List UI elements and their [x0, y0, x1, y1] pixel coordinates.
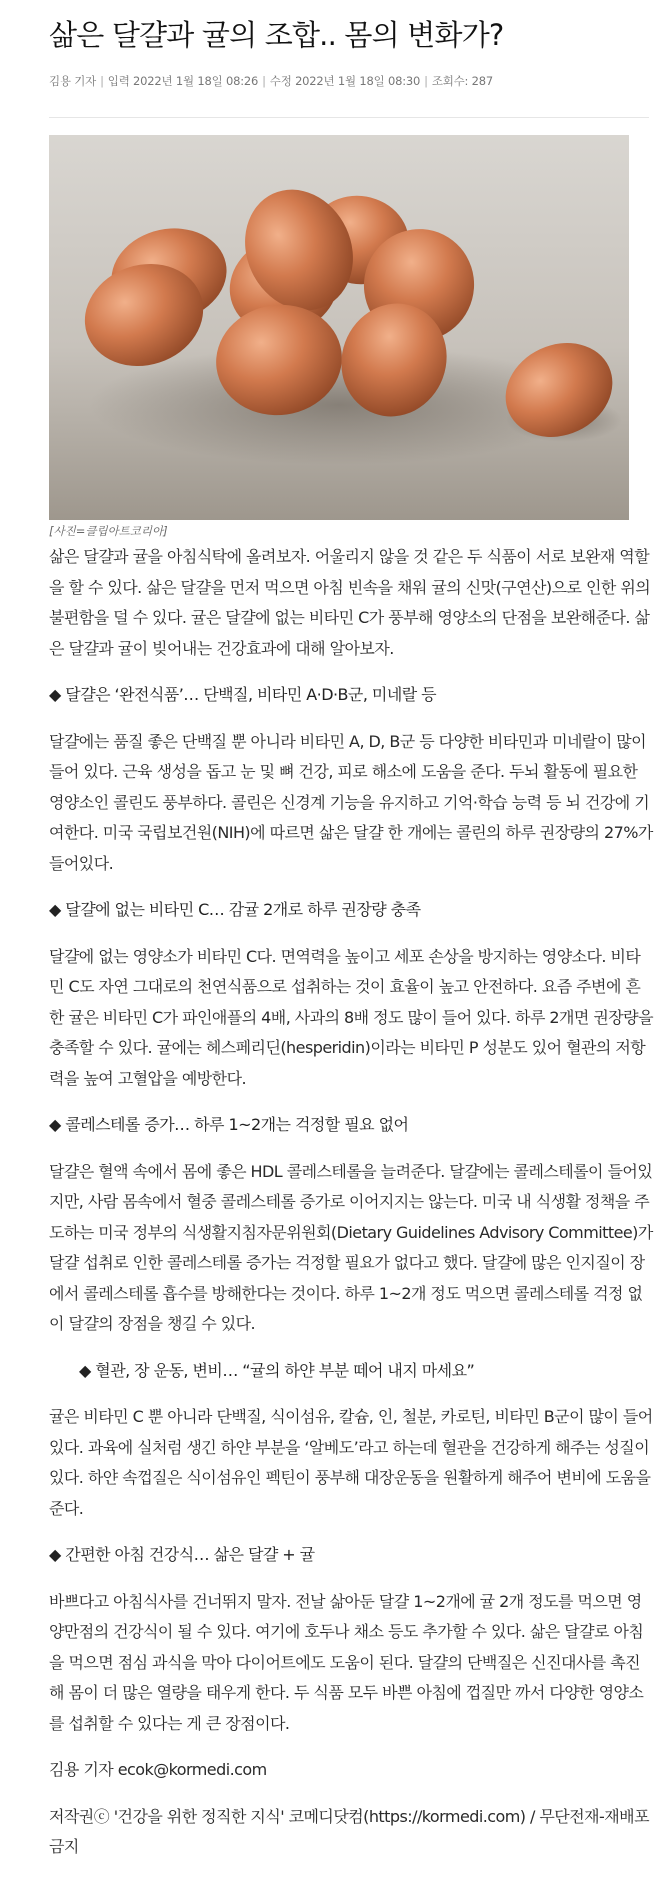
section-paragraph: 바쁘다고 아침식사를 건너뛰지 말자. 전날 삶아둔 달걀 1~2개에 귤 2개 정도를 먹으면 영양만점의 건강식이 될 수 있다. 여기에 호두나 채소 등도 추가할 수 있다. 삶은 달걀로 아침을 먹으면 점심 과식을 막아 다이어트에도 도움이 된다. 달걀의 단백질은 신진대사를 촉진해 몸이 더 많은 열량을 태우게 한다. 두 식품 모두 바쁜 아침에 껍질만 까서 다양한 영양소를 섭취할 수 있다는 게 큰 장점이다. — [49, 1591, 644, 1733]
section-paragraph: 달걀에는 품질 좋은 단백질 뿐 아니라 비타민 A, D, B군 등 다양한 비타민과 미네랄이 많이 들어 있다. 근육 생성을 돕고 눈 및 뼈 건강, 피로 해소에 도움을 준다. 두뇌 활동에 필요한 영양소인 콜린도 풍부하다. 콜린은 신경계 기능을 유지하고 기억·학습 능력 등 뇌 건강에 기여한다. 미국 국립보건원(NIH)에 따르면 삶은 달걀 한 개에는 콜린의 하루 권장량의 27%가 들어있다. — [49, 731, 653, 873]
section-heading: ◆ 콜레스테롤 증가… 하루 1~2개는 걱정할 필요 없어 — [49, 1115, 409, 1134]
author-name: 김용 기자 — [49, 74, 97, 88]
photo-caption: [사진=클립아트코리아] — [49, 524, 168, 538]
section-heading: ◆ 달걀에 없는 비타민 C… 감귤 2개로 하루 권장량 충족 — [49, 900, 421, 919]
article-body — [49, 542, 654, 1863]
article-photo — [49, 135, 629, 520]
section-paragraph: 귤은 비타민 C 뿐 아니라 단백질, 식이섬유, 칼슘, 인, 철분, 카로틴, 비타민 B군이 많이 들어 있다. 과육에 실처럼 생긴 하얀 부분을 ‘알베도’라고 하는데 혈관을 건강하게 해주는 성질이 있다. 하얀 속껍질은 식이섬유인 펙틴이 풍부해 대장운동을 원활하게 해주어 변비에 도움을 준다. — [49, 1407, 653, 1518]
section-paragraph: 달걀은 혈액 속에서 몸에 좋은 HDL 콜레스테롤을 늘려준다. 달걀에는 콜레스테롤이 들어있지만, 사람 몸속에서 혈중 콜레스테롤 증가로 이어지지는 않는다. 미국 내 식생활 정책을 주도하는 미국 정부의 식생활지침자문위원회(Dietary Guidelines Advisory Committee)가 달걀 섭취로 인한 콜레스테롤 증가는 걱정할 필요가 없다고 했다. 달걀에 많은 인지질이 장에서 콜레스테롤 흡수를 방해한다는 것이다. 하루 1~2개 정도 먹으면 콜레스테롤 걱정 없이 달걀의 장점을 챙길 수 있다. — [49, 1161, 653, 1333]
copyright-notice: 저작권ⓒ '건강을 위한 정직한 지식' 코메디닷컴(https://kormedi.com) / 무단전재-재배포 금지 — [49, 1806, 649, 1856]
section-heading: ◆ 달걀은 ‘완전식품’… 단백질, 비타민 A·D·B군, 미네랄 등 — [49, 685, 437, 704]
input-date: 입력 2022년 1월 18일 08:26 — [107, 74, 259, 88]
header-divider — [49, 117, 649, 118]
section-paragraph: 달걀에 없는 영양소가 비타민 C다. 면역력을 높이고 세포 손상을 방지하는 영양소다. 비타민 C도 자연 그대로의 천연식품으로 섭취하는 것이 효율이 높고 안전하다. 요즘 주변에 흔한 귤은 비타민 C가 파인애플의 4배, 사과의 8배 정도 많이 들어 있다. 하루 2개면 권장량을 충족할 수 있다. 귤에는 헤스페리딘(hesperidin)이라는 비타민 P 성분도 있어 혈관의 저항력을 높여 고혈압을 예방한다. — [49, 946, 653, 1088]
article-title: 삶은 달걀과 귤의 조합.. 몸의 변화가? — [49, 18, 504, 52]
eggs-photo-image — [49, 135, 629, 520]
view-count: 조회수: 287 — [431, 74, 494, 88]
byline: 김용 기자 ecok@kormedi.com — [49, 1760, 267, 1779]
intro-paragraph: 삶은 달걀과 귤을 아침식탁에 올려보자. 어울리지 않을 것 같은 두 식품이 서로 보완재 역할을 할 수 있다. 삶은 달걀을 먼저 먹으면 아침 빈속을 채워 귤의 신맛(구연산)으로 인한 위의 불편함을 덜 수 있다. 귤은 달걀에 없는 비타민 C가 풍부해 영양소의 단점을 보완해준다. 삶은 달걀과 귤이 빚어내는 건강효과에 대해 알아보자. — [49, 547, 651, 658]
section-heading: ◆ 간편한 아침 건강식… 삶은 달걀 + 귤 — [49, 1545, 315, 1564]
article-meta: 김용 기자 | 입력 2022년 1월 18일 08:26 | 수정 2022년 1월 18일 08:30 | 조회수: 287 — [49, 74, 494, 88]
section-heading: ◆ 혈관, 장 운동, 변비… “귤의 하얀 부분 떼어 내지 마세요” — [79, 1360, 475, 1380]
modified-date: 수정 2022년 1월 18일 08:30 — [269, 74, 421, 88]
